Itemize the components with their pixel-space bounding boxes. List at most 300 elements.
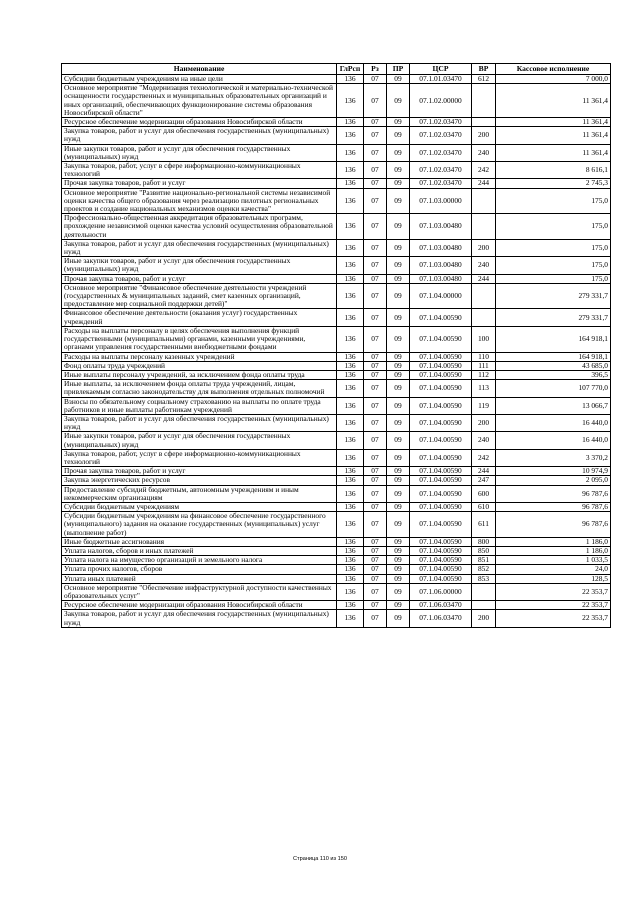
table-row <box>62 239 611 256</box>
row-name: Иные выплаты персоналу учреждений, за исключением фонда оплаты труда <box>62 370 337 379</box>
row-vr <box>472 188 496 214</box>
row-name: Основное мероприятие "Развитие национально-региональной системы независимой оценки качества общего образования через реализацию пилотных региональных проектов и создание национальных механизмов оценки качества" <box>62 188 337 214</box>
table-row <box>62 537 611 546</box>
row-csr: 07.1.03.00480 <box>410 274 472 283</box>
row-glrsp: 136 <box>337 352 364 361</box>
row-rz: 07 <box>364 414 387 431</box>
row-name: Закупка энергетических ресурсов <box>62 476 337 485</box>
column-header-name: Наименование <box>62 64 337 75</box>
row-amount: 175,0 <box>496 214 611 240</box>
row-glrsp: 136 <box>337 485 364 502</box>
row-rz: 07 <box>364 179 387 188</box>
row-amount: 43 685,0 <box>496 361 611 370</box>
row-pr: 09 <box>387 214 410 240</box>
row-glrsp: 136 <box>337 257 364 274</box>
row-glrsp: 136 <box>337 556 364 565</box>
row-vr: 244 <box>472 274 496 283</box>
row-name: Иные закупки товаров, работ и услуг для обеспечения государственных (муниципальных) нужд <box>62 257 337 274</box>
row-glrsp: 136 <box>337 546 364 555</box>
row-csr: 07.1.02.03470 <box>410 118 472 127</box>
row-pr: 09 <box>387 361 410 370</box>
row-name: Предоставление субсидий бюджетным, автономным учреждениям и иным некоммерческим организациям <box>62 485 337 502</box>
row-amount: 164 918,1 <box>496 326 611 352</box>
table-row <box>62 283 611 309</box>
row-name: Субсидии бюджетным учреждениям <box>62 502 337 511</box>
row-vr: 611 <box>472 512 496 538</box>
row-csr: 07.1.04.00590 <box>410 449 472 466</box>
row-vr: 612 <box>472 75 496 84</box>
row-name: Взносы по обязательному социальному страхованию на выплаты по оплате труда работников и иные выплаты работникам учреждений <box>62 397 337 414</box>
row-vr: 242 <box>472 449 496 466</box>
row-amount: 96 787,6 <box>496 485 611 502</box>
row-pr: 09 <box>387 239 410 256</box>
table-row <box>62 467 611 476</box>
row-pr: 09 <box>387 502 410 511</box>
row-rz: 07 <box>364 326 387 352</box>
row-rz: 07 <box>364 610 387 627</box>
row-name: Закупка товаров, работ и услуг для обеспечения государственных (муниципальных) нужд <box>62 239 337 256</box>
row-csr: 07.1.06.00000 <box>410 583 472 600</box>
row-csr: 07.1.04.00590 <box>410 546 472 555</box>
row-csr: 07.1.04.00000 <box>410 283 472 309</box>
row-csr: 07.1.04.00590 <box>410 309 472 326</box>
row-amount: 8 616,1 <box>496 162 611 179</box>
table-row <box>62 127 611 144</box>
row-pr: 09 <box>387 432 410 449</box>
row-amount: 1 033,5 <box>496 556 611 565</box>
row-glrsp: 136 <box>337 512 364 538</box>
row-amount: 175,0 <box>496 274 611 283</box>
row-vr: 110 <box>472 352 496 361</box>
row-rz: 07 <box>364 239 387 256</box>
row-vr: 800 <box>472 537 496 546</box>
row-amount: 11 361,4 <box>496 127 611 144</box>
row-pr: 09 <box>387 610 410 627</box>
row-vr: 600 <box>472 485 496 502</box>
row-csr: 07.1.02.03470 <box>410 179 472 188</box>
row-rz: 07 <box>364 380 387 397</box>
row-csr: 07.1.04.00590 <box>410 502 472 511</box>
row-vr: 851 <box>472 556 496 565</box>
row-csr: 07.1.03.00000 <box>410 188 472 214</box>
row-pr: 09 <box>387 179 410 188</box>
row-amount: 13 066,7 <box>496 397 611 414</box>
row-amount: 96 787,6 <box>496 502 611 511</box>
row-csr: 07.1.04.00590 <box>410 537 472 546</box>
row-rz: 07 <box>364 144 387 161</box>
row-glrsp: 136 <box>337 188 364 214</box>
row-amount: 175,0 <box>496 188 611 214</box>
row-csr: 07.1.04.00590 <box>410 574 472 583</box>
row-glrsp: 136 <box>337 214 364 240</box>
table-row <box>62 556 611 565</box>
row-csr: 07.1.04.00590 <box>410 380 472 397</box>
row-csr: 07.1.03.00480 <box>410 239 472 256</box>
table-row <box>62 601 611 610</box>
row-vr: 247 <box>472 476 496 485</box>
row-glrsp: 136 <box>337 75 364 84</box>
table-row <box>62 309 611 326</box>
row-pr: 09 <box>387 537 410 546</box>
row-rz: 07 <box>364 309 387 326</box>
table-row <box>62 162 611 179</box>
row-vr <box>472 283 496 309</box>
budget-report-page <box>61 63 610 628</box>
row-csr: 07.1.02.03470 <box>410 144 472 161</box>
row-glrsp: 136 <box>337 414 364 431</box>
table-row <box>62 610 611 627</box>
row-csr: 07.1.04.00590 <box>410 565 472 574</box>
column-header-pr: ПР <box>387 64 410 75</box>
table-row <box>62 565 611 574</box>
row-pr: 09 <box>387 188 410 214</box>
row-amount: 2 095,0 <box>496 476 611 485</box>
row-csr: 07.1.04.00590 <box>410 556 472 565</box>
row-rz: 07 <box>364 257 387 274</box>
row-glrsp: 136 <box>337 326 364 352</box>
row-pr: 09 <box>387 257 410 274</box>
row-amount: 279 331,7 <box>496 283 611 309</box>
row-pr: 09 <box>387 283 410 309</box>
row-vr: 112 <box>472 370 496 379</box>
row-csr: 07.1.02.00000 <box>410 84 472 118</box>
row-rz: 07 <box>364 162 387 179</box>
row-rz: 07 <box>364 502 387 511</box>
row-rz: 07 <box>364 565 387 574</box>
row-amount: 96 787,6 <box>496 512 611 538</box>
row-pr: 09 <box>387 449 410 466</box>
row-glrsp: 136 <box>337 179 364 188</box>
row-amount: 164 918,1 <box>496 352 611 361</box>
row-glrsp: 136 <box>337 467 364 476</box>
row-glrsp: 136 <box>337 449 364 466</box>
table-row <box>62 326 611 352</box>
row-name: Основное мероприятие "Обеспечение инфраструктурной доступности качественных образовательных услуг" <box>62 583 337 600</box>
row-name: Профессионально-общественная аккредитация образовательных программ, прохождение независимой оценки качества условий осуществления образовательной деятельности <box>62 214 337 240</box>
row-name: Закупка товаров, работ и услуг для обеспечения государственных (муниципальных) нужд <box>62 414 337 431</box>
row-pr: 09 <box>387 75 410 84</box>
table-row <box>62 583 611 600</box>
row-vr: 850 <box>472 546 496 555</box>
row-amount: 7 000,0 <box>496 75 611 84</box>
table-body <box>62 75 611 628</box>
row-rz: 07 <box>364 485 387 502</box>
row-glrsp: 136 <box>337 476 364 485</box>
table-row <box>62 476 611 485</box>
table-row <box>62 352 611 361</box>
row-csr: 07.1.03.00480 <box>410 214 472 240</box>
row-glrsp: 136 <box>337 601 364 610</box>
row-pr: 09 <box>387 574 410 583</box>
row-name: Прочая закупка товаров, работ и услуг <box>62 467 337 476</box>
row-amount: 22 353,7 <box>496 583 611 600</box>
row-vr: 111 <box>472 361 496 370</box>
row-csr: 07.1.04.00590 <box>410 370 472 379</box>
row-glrsp: 136 <box>337 380 364 397</box>
row-csr: 07.1.04.00590 <box>410 467 472 476</box>
row-rz: 07 <box>364 476 387 485</box>
row-rz: 07 <box>364 512 387 538</box>
row-rz: 07 <box>364 188 387 214</box>
row-rz: 07 <box>364 361 387 370</box>
row-rz: 07 <box>364 75 387 84</box>
row-amount: 11 361,4 <box>496 144 611 161</box>
row-vr: 242 <box>472 162 496 179</box>
row-amount: 175,0 <box>496 257 611 274</box>
row-glrsp: 136 <box>337 502 364 511</box>
row-name: Основное мероприятие "Финансовое обеспечение деятельности учреждений (государственных & муниципальных заданий, смет казенных организаций, предоставление мер социальной поддержки детей)" <box>62 283 337 309</box>
table-row <box>62 179 611 188</box>
row-amount: 11 361,4 <box>496 84 611 118</box>
table-row <box>62 546 611 555</box>
row-glrsp: 136 <box>337 84 364 118</box>
row-name: Уплата иных платежей <box>62 574 337 583</box>
column-header-vr: ВР <box>472 64 496 75</box>
row-name: Прочая закупка товаров, работ и услуг <box>62 274 337 283</box>
row-rz: 07 <box>364 370 387 379</box>
row-pr: 09 <box>387 414 410 431</box>
row-rz: 07 <box>364 274 387 283</box>
row-vr <box>472 214 496 240</box>
row-amount: 22 353,7 <box>496 610 611 627</box>
row-glrsp: 136 <box>337 162 364 179</box>
row-pr: 09 <box>387 127 410 144</box>
row-csr: 07.1.01.03470 <box>410 75 472 84</box>
row-glrsp: 136 <box>337 283 364 309</box>
row-rz: 07 <box>364 467 387 476</box>
row-rz: 07 <box>364 537 387 546</box>
row-csr: 07.1.04.00590 <box>410 397 472 414</box>
row-name: Иные закупки товаров, работ и услуг для обеспечения государственных (муниципальных) нужд <box>62 432 337 449</box>
row-pr: 09 <box>387 370 410 379</box>
table-row <box>62 380 611 397</box>
table-row <box>62 512 611 538</box>
row-rz: 07 <box>364 556 387 565</box>
row-amount: 22 353,7 <box>496 601 611 610</box>
row-name: Финансовое обеспечение деятельности (оказания услуг) государственных учреждений <box>62 309 337 326</box>
row-name: Субсидии бюджетным учреждениям на финансовое обеспечение государственного (муниципального) задания на оказание государственных (муниципальных) услуг (выполнение работ) <box>62 512 337 538</box>
row-csr: 07.1.04.00590 <box>410 485 472 502</box>
row-vr: 240 <box>472 144 496 161</box>
row-amount: 3 370,2 <box>496 449 611 466</box>
row-vr: 610 <box>472 502 496 511</box>
row-csr: 07.1.02.03470 <box>410 127 472 144</box>
row-pr: 09 <box>387 118 410 127</box>
row-pr: 09 <box>387 326 410 352</box>
table-row <box>62 361 611 370</box>
row-csr: 07.1.04.00590 <box>410 512 472 538</box>
column-header-glrsp: ГлРсп <box>337 64 364 75</box>
row-pr: 09 <box>387 309 410 326</box>
table-row <box>62 214 611 240</box>
row-pr: 09 <box>387 476 410 485</box>
table-row <box>62 118 611 127</box>
row-glrsp: 136 <box>337 397 364 414</box>
row-vr <box>472 583 496 600</box>
row-csr: 07.1.04.00590 <box>410 414 472 431</box>
row-pr: 09 <box>387 601 410 610</box>
row-glrsp: 136 <box>337 370 364 379</box>
row-amount: 396,5 <box>496 370 611 379</box>
row-pr: 09 <box>387 144 410 161</box>
table-row <box>62 257 611 274</box>
row-rz: 07 <box>364 546 387 555</box>
row-glrsp: 136 <box>337 565 364 574</box>
table-row <box>62 414 611 431</box>
row-amount: 107 770,0 <box>496 380 611 397</box>
column-header-rz: Рз <box>364 64 387 75</box>
row-name: Уплата прочих налогов, сборов <box>62 565 337 574</box>
row-csr: 07.1.03.00480 <box>410 257 472 274</box>
row-amount: 11 361,4 <box>496 118 611 127</box>
row-pr: 09 <box>387 583 410 600</box>
row-rz: 07 <box>364 283 387 309</box>
column-header-cash-execution: Кассовое исполнение <box>496 64 611 75</box>
row-glrsp: 136 <box>337 239 364 256</box>
row-pr: 09 <box>387 162 410 179</box>
row-name: Иные бюджетные ассигнования <box>62 537 337 546</box>
row-vr: 240 <box>472 432 496 449</box>
row-amount: 2 745,3 <box>496 179 611 188</box>
row-pr: 09 <box>387 274 410 283</box>
row-name: Прочая закупка товаров, работ и услуг <box>62 179 337 188</box>
row-rz: 07 <box>364 583 387 600</box>
row-rz: 07 <box>364 601 387 610</box>
row-name: Ресурсное обеспечение модернизации образования Новосибирской области <box>62 118 337 127</box>
row-rz: 07 <box>364 397 387 414</box>
row-glrsp: 136 <box>337 574 364 583</box>
row-rz: 07 <box>364 574 387 583</box>
row-pr: 09 <box>387 397 410 414</box>
row-glrsp: 136 <box>337 144 364 161</box>
row-rz: 07 <box>364 84 387 118</box>
column-header-csr: ЦСР <box>410 64 472 75</box>
table-row <box>62 502 611 511</box>
row-csr: 07.1.04.00590 <box>410 352 472 361</box>
row-glrsp: 136 <box>337 537 364 546</box>
row-vr <box>472 84 496 118</box>
row-vr: 240 <box>472 257 496 274</box>
row-glrsp: 136 <box>337 127 364 144</box>
row-name: Закупка товаров, работ, услуг в сфере информационно-коммуникационных технологий <box>62 162 337 179</box>
row-name: Основное мероприятие "Модернизация технологической и материально-технической оснащенности государственных и муниципальных образовательных организаций и иных организаций, обеспечивающих функционирование системы образования Новосибирской области" <box>62 84 337 118</box>
row-glrsp: 136 <box>337 610 364 627</box>
row-vr: 853 <box>472 574 496 583</box>
row-csr: 07.1.04.00590 <box>410 326 472 352</box>
row-name: Ресурсное обеспечение модернизации образования Новосибирской области <box>62 601 337 610</box>
row-glrsp: 136 <box>337 432 364 449</box>
row-pr: 09 <box>387 485 410 502</box>
row-csr: 07.1.04.00590 <box>410 432 472 449</box>
row-vr: 200 <box>472 414 496 431</box>
table-row <box>62 370 611 379</box>
row-pr: 09 <box>387 84 410 118</box>
row-amount: 24,0 <box>496 565 611 574</box>
row-csr: 07.1.04.00590 <box>410 361 472 370</box>
row-vr: 119 <box>472 397 496 414</box>
table-row <box>62 574 611 583</box>
row-rz: 07 <box>364 118 387 127</box>
row-amount: 128,5 <box>496 574 611 583</box>
table-row <box>62 397 611 414</box>
row-name: Иные выплаты, за исключением фонда оплаты труда учреждений, лицам, привлекаемым согласно законодательству для выполнения отдельных полномочий <box>62 380 337 397</box>
row-name: Субсидии бюджетным учреждениям на иные цели <box>62 75 337 84</box>
row-name: Уплата налогов, сборов и иных платежей <box>62 546 337 555</box>
row-glrsp: 136 <box>337 309 364 326</box>
table-row <box>62 432 611 449</box>
row-vr: 852 <box>472 565 496 574</box>
row-name: Фонд оплаты труда учреждений <box>62 361 337 370</box>
row-rz: 07 <box>364 432 387 449</box>
row-amount: 16 440,0 <box>496 414 611 431</box>
row-name: Закупка товаров, работ и услуг для обеспечения государственных (муниципальных) нужд <box>62 610 337 627</box>
row-rz: 07 <box>364 449 387 466</box>
budget-execution-table <box>61 63 611 628</box>
table-row <box>62 274 611 283</box>
table-row <box>62 449 611 466</box>
table-header-row <box>62 64 611 75</box>
row-csr: 07.1.04.00590 <box>410 476 472 485</box>
row-name: Закупка товаров, работ, услуг в сфере информационно-коммуникационных технологий <box>62 449 337 466</box>
row-glrsp: 136 <box>337 361 364 370</box>
row-csr: 07.1.06.03470 <box>410 610 472 627</box>
row-name: Расходы на выплаты персоналу казенных учреждений <box>62 352 337 361</box>
row-vr: 244 <box>472 467 496 476</box>
page-number: Страница 110 из 150 <box>293 856 347 862</box>
row-amount: 175,0 <box>496 239 611 256</box>
row-amount: 10 974,9 <box>496 467 611 476</box>
row-amount: 16 440,0 <box>496 432 611 449</box>
table-row <box>62 188 611 214</box>
row-vr: 113 <box>472 380 496 397</box>
table-row <box>62 485 611 502</box>
row-vr: 200 <box>472 610 496 627</box>
row-amount: 1 186,0 <box>496 537 611 546</box>
row-pr: 09 <box>387 565 410 574</box>
row-name: Закупка товаров, работ и услуг для обеспечения государственных (муниципальных) нужд <box>62 127 337 144</box>
table-row <box>62 84 611 118</box>
row-csr: 07.1.06.03470 <box>410 601 472 610</box>
row-vr <box>472 601 496 610</box>
row-glrsp: 136 <box>337 118 364 127</box>
row-glrsp: 136 <box>337 583 364 600</box>
row-name: Расходы на выплаты персоналу в целях обеспечения выполнения функций государственными (муниципальными) органами, казенными учреждениями, органами управления государственными внебюджетными фондами <box>62 326 337 352</box>
row-pr: 09 <box>387 556 410 565</box>
row-pr: 09 <box>387 512 410 538</box>
row-rz: 07 <box>364 214 387 240</box>
table-row <box>62 75 611 84</box>
row-vr <box>472 118 496 127</box>
row-rz: 07 <box>364 352 387 361</box>
row-vr: 244 <box>472 179 496 188</box>
row-vr: 100 <box>472 326 496 352</box>
row-amount: 1 186,0 <box>496 546 611 555</box>
row-glrsp: 136 <box>337 274 364 283</box>
row-csr: 07.1.02.03470 <box>410 162 472 179</box>
table-row <box>62 144 611 161</box>
row-vr: 200 <box>472 127 496 144</box>
row-vr: 200 <box>472 239 496 256</box>
row-pr: 09 <box>387 546 410 555</box>
row-amount: 279 331,7 <box>496 309 611 326</box>
row-pr: 09 <box>387 467 410 476</box>
row-pr: 09 <box>387 352 410 361</box>
row-pr: 09 <box>387 380 410 397</box>
row-name: Иные закупки товаров, работ и услуг для обеспечения государственных (муниципальных) нужд <box>62 144 337 161</box>
row-rz: 07 <box>364 127 387 144</box>
row-vr <box>472 309 496 326</box>
row-name: Уплата налога на имущество организаций и земельного налога <box>62 556 337 565</box>
